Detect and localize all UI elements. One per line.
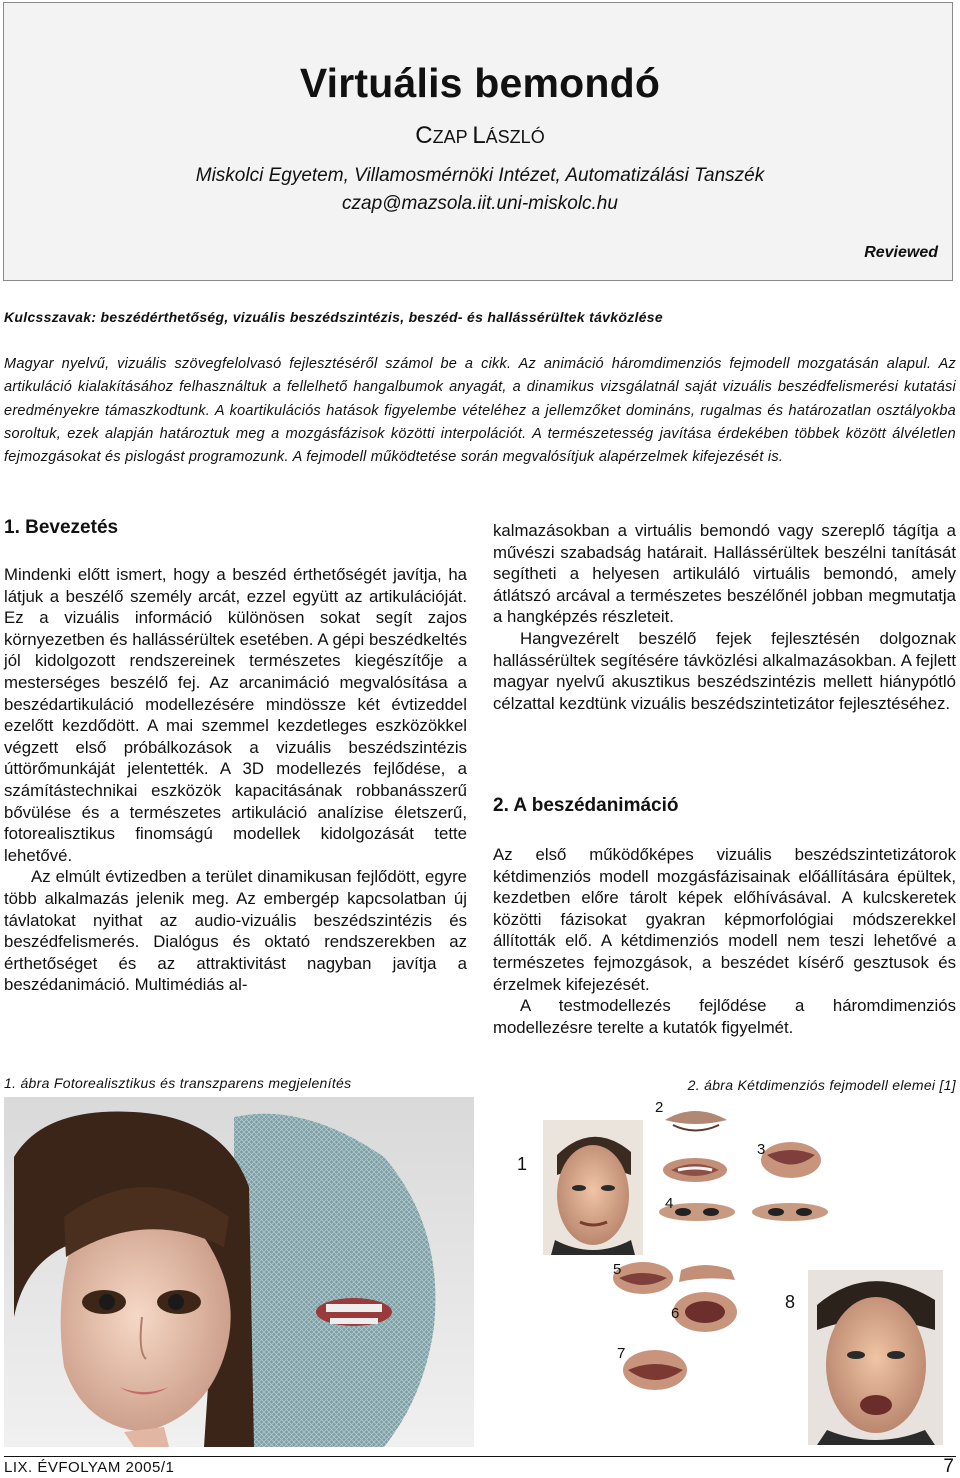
section-2-heading: 2. A beszédanimáció — [493, 795, 679, 816]
figure-2-label: 7 — [617, 1345, 626, 1362]
paragraph: A testmodellezés fejlődése a háromdimenziós modellezésre terelte a kutatók figyelmét. — [493, 996, 956, 1037]
figure-2-label: 6 — [671, 1305, 680, 1322]
section-1-heading: 1. Bevezetés — [4, 517, 119, 538]
figure-2-caption: 2. ábra Kétdimenziós fejmodell elemei [1] — [687, 1077, 956, 1093]
paragraph: Az első működőképes vizuális beszédszintetizátorok kétdimenziós modell mozgásfázisainak előállítására épültek, kezdetben előre tárolt képek előhívásával. A kulcskeretek közötti fázisokat gyakran képmorfológiai módszerekkel állították elő. A kétdimenziós modell nem teszi lehetővé a természetes fejmozgások, a beszédet kísérő gesztusok és érzelmek kifejezését. — [493, 845, 956, 994]
figure-1-caption: 1. ábra Fotorealisztikus és transzparens megjelenítés — [4, 1075, 352, 1091]
figure-2-label: 4 — [665, 1195, 674, 1212]
left-column — [4, 564, 467, 996]
page-number: 7 — [943, 1456, 954, 1477]
paragraph: Mindenki előtt ismert, hogy a beszéd érthetőségét javítja, ha látjuk a beszélő személy arcát, ezzel együtt az artikulációját. Ez a vizuális információ különösen sokat segít zajos környezetben és hallássérültek esetében. A gépi beszédkeltés jól kidolgozott rendszereinek természetes kiegészítője a mesterséges beszélő fej. Az arcanimáció megvalósítása a beszédartikuláció modellezésére mindössze két évtizeddel ezelőtt kezdődött. A mai szemmel kezdetleges eszközökkel végzett első próbálkozások a vizuális beszédszintézis úttörőmunkáját jelentették. A 3D modellezés fejlődése, a számítástechnikai eszközök kapacitásának robbanásszerű bővülése és a természetes artikuláció analízise életszerű, fotorealisztikus finomságú modellek kidolgozását tette lehetővé. — [4, 565, 467, 865]
author-email: czap@mazsola.iit.uni-miskolc.hu — [342, 193, 618, 214]
figure-2-label: 8 — [785, 1292, 796, 1312]
author-name: CZAP LÁSZLÓ — [415, 122, 545, 149]
journal-volume: LIX. ÉVFOLYAM 2005/1 — [4, 1459, 175, 1476]
figure-2-label: 3 — [757, 1141, 766, 1158]
keywords: Kulcsszavak: beszédérthetőség, vizuális beszédszintézis, beszéd- és hallássérültek távközlése — [4, 309, 663, 325]
figure-2-label: 1 — [517, 1154, 528, 1174]
author-affiliation: Miskolci Egyetem, Villamosmérnöki Intézet, Automatizálási Tanszék — [195, 165, 765, 186]
figure-2-image — [495, 1100, 956, 1445]
paragraph: Az elmúlt évtizedben a terület dinamikusan fejlődött, egyre több alkalmazás jelenik meg. Az embergép kapcsolatban új távlatokat nyithat az audio-vizuális beszédszintézis és beszédfelismerés. Dialógus és oktató rendszerekben az érthetőséget és az attraktivitást nagyban javítja a beszédanimáció. Multimédiás al- — [4, 867, 467, 995]
figure-2-label: 2 — [655, 1100, 664, 1116]
abstract: Magyar nyelvű, vizuális szövegfelolvasó fejlesztéséről számol be a cikk. Az animáció háromdimenziós fejmodell mozgatásán alapul. Az artikuláció kialakításához felhasználtuk a fellelhető hangalbumok anyagát, a dinamikus vizsgálatnál saját vizuális beszédfelismerési kutatási eredményekre támaszkodtunk. A koartikulációs hatások figyelembe vételéhez a jellemzőket domináns, rugalmas és határozatlan osztályokba soroltuk, ezek alapján határoztuk meg a mozgásfázisok közötti interpolációt. A természetesség javítása érdekében többek között álvéletlen fejmozgásokat és pislogást programozunk. A fejmodell működtetése során megvalósítjuk alapérzelmek kifejezését is. — [4, 356, 956, 466]
right-column-section-2 — [493, 844, 956, 1038]
article-title: Virtuális bemondó — [299, 60, 661, 106]
right-column — [493, 520, 956, 714]
paragraph: kalmazásokban a virtuális bemondó vagy szereplő tágítja a művészi szabadság határait. Hallássérültek beszélni tanítását segítheti a helyesen artikuláló virtuális bemondó, amely átlátszó arcával a természetes beszélőnél jobban megmutatja a hangképzés részleteit. — [493, 521, 956, 627]
reviewed-label: Reviewed — [864, 244, 938, 261]
figure-1-image — [4, 1097, 474, 1447]
footer-rule — [4, 1456, 956, 1457]
paragraph: Hangvezérelt beszélő fejek fejlesztésén dolgoznak hallássérültek segítésére távközlési alkalmazásokban. A fejlett magyar nyelvű akusztikus beszédszintézis mellett hiánypótló célzattal kezdtünk vizuális beszédszintetizátor fejlesztéséhez. — [493, 628, 956, 713]
figure-2-label: 5 — [613, 1261, 622, 1278]
